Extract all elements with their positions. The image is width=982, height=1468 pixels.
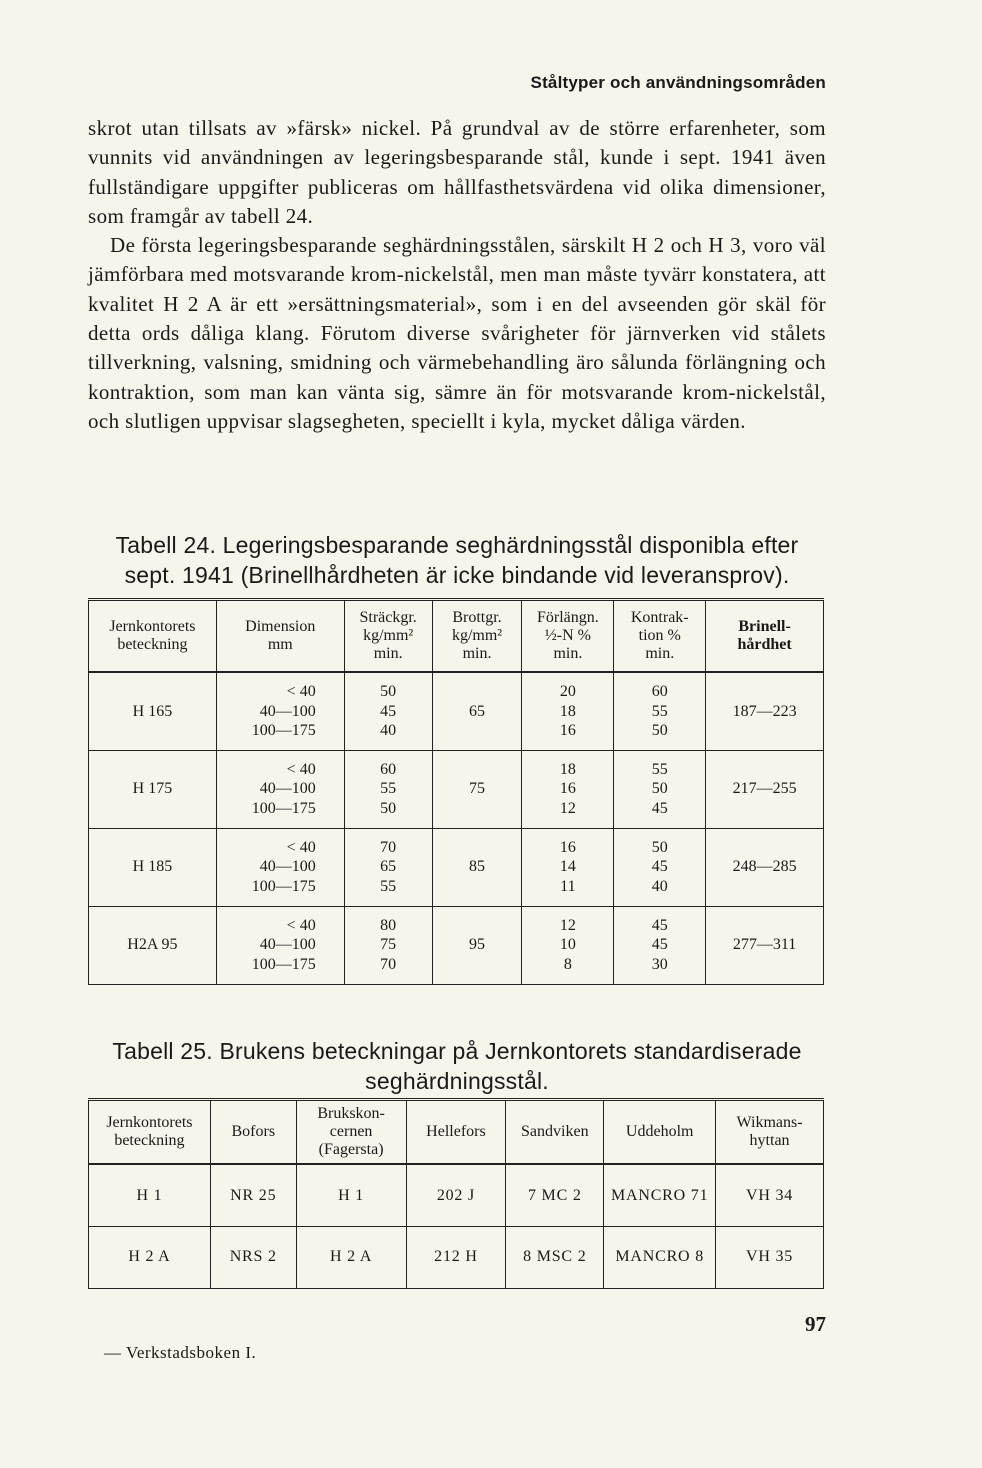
header-line: kg/mm² [451, 627, 503, 644]
dimension-line: < 40 [286, 916, 316, 934]
header-line: beteckning [117, 636, 188, 653]
header-line: Dimension [245, 618, 316, 635]
table-cell: VH 35 [716, 1226, 824, 1288]
contraction-line: 60 [651, 683, 668, 700]
table-24-header-cell [344, 600, 432, 673]
contraction-cell [614, 750, 706, 828]
table-25-header-cell [89, 1100, 211, 1165]
header-line: Förlängn. [536, 609, 599, 626]
brinell-cell: 277—311 [706, 906, 824, 984]
header-line: hyttan [749, 1132, 790, 1149]
table-cell: 7 MC 2 [506, 1164, 604, 1226]
elongation-line: 12 [559, 916, 576, 934]
table-cell: H 2 A [296, 1226, 406, 1288]
elongation-cell [522, 828, 614, 906]
table-cell: H 1 [296, 1164, 406, 1226]
dimension-cell [216, 672, 344, 750]
contraction-cell [614, 828, 706, 906]
table-25-header-cell [296, 1100, 406, 1165]
table-cell: NRS 2 [210, 1226, 296, 1288]
dimension-line: 40—100 [259, 702, 316, 720]
contraction-line: 50 [651, 780, 668, 798]
brinell-cell: 217—255 [706, 750, 824, 828]
elongation-line: 18 [559, 702, 576, 720]
header-line: Brinell- [738, 618, 791, 635]
table-24-header-cell [432, 600, 522, 673]
designation-cell: H 185 [89, 828, 217, 906]
table-cell: NR 25 [210, 1164, 296, 1226]
table-row [89, 1164, 824, 1226]
header-line: min. [553, 645, 583, 662]
table-cell: 202 J [406, 1164, 506, 1226]
header-line: Jernkontorets [106, 1114, 193, 1131]
yield-line: 50 [380, 683, 397, 700]
table-25-header-cell [604, 1100, 716, 1165]
table-25-caption: Tabell 25. Brukens beteckningar på Jernkontorets standardiserade seghärdningsstål. [112, 1038, 802, 1094]
dimension-line: 100—175 [251, 955, 316, 973]
yield-strength-cell [344, 906, 432, 984]
table-25-header-row [89, 1100, 824, 1165]
table-cell: MANCRO 71 [604, 1164, 716, 1226]
table-cell: MANCRO 8 [604, 1226, 716, 1288]
yield-line: 55 [380, 780, 397, 798]
table-row [89, 750, 824, 828]
dimension-line: < 40 [286, 760, 316, 778]
header-line: Brukskon- [317, 1105, 385, 1122]
designation-cell: H2A 95 [89, 906, 217, 984]
yield-line: 70 [380, 955, 397, 973]
table-24-header-cell [522, 600, 614, 673]
tensile-strength-cell: 95 [432, 906, 522, 984]
contraction-cell [614, 672, 706, 750]
contraction-line: 45 [651, 916, 668, 934]
table-25-header-cell [506, 1100, 604, 1165]
header-line: ½-N % [544, 627, 591, 644]
elongation-line: 16 [559, 780, 576, 798]
table-25-header-cell [210, 1100, 296, 1165]
dimension-line: 100—175 [251, 877, 316, 895]
elongation-cell [522, 672, 614, 750]
elongation-line: 16 [559, 838, 576, 856]
elongation-line: 14 [559, 858, 576, 876]
elongation-line: 10 [559, 936, 576, 954]
designation-cell: H 175 [89, 750, 217, 828]
header-line: (Fagersta) [318, 1141, 384, 1158]
tensile-strength-cell: 75 [432, 750, 522, 828]
elongation-cell [522, 750, 614, 828]
dimension-cell [216, 906, 344, 984]
header-line: Brottgr. [452, 609, 502, 626]
contraction-cell [614, 906, 706, 984]
header-line: hårdhet [737, 636, 792, 653]
dimension-line: 40—100 [259, 858, 316, 876]
table-row [89, 672, 824, 750]
yield-line: 60 [380, 760, 397, 778]
yield-line: 80 [380, 916, 397, 934]
header-line: Uddeholm [625, 1123, 694, 1140]
elongation-line: 20 [559, 683, 576, 700]
header-line: min. [645, 645, 675, 662]
header-line: kg/mm² [363, 627, 414, 644]
table-24-caption: Tabell 24. Legeringsbesparande seghärdningsstål disponibla efter sept. 1941 (Brinellhårdheten är icke bindande vid leveransprov). [115, 532, 799, 588]
dimension-cell [216, 828, 344, 906]
yield-strength-cell [344, 672, 432, 750]
contraction-line: 50 [651, 722, 668, 739]
contraction-line: 55 [651, 760, 668, 778]
elongation-line: 11 [560, 877, 576, 895]
paragraph-1: skrot utan tillsats av »färsk» nickel. På grundval av de större erfarenheter, som vunnits vid användningen av legeringsbesparande stål, kunde i sept. 1941 även fullständigare uppgifter publiceras om hållfasthetsvärdena vid olika dimensioner, som framgår av tabell 24. [88, 116, 826, 228]
dimension-line: < 40 [286, 838, 316, 856]
header-line: Sträckgr. [359, 609, 417, 626]
header-line: Hellefors [426, 1123, 486, 1140]
table-24-header-cell [614, 600, 706, 673]
table-25 [88, 1098, 824, 1289]
table-cell: 212 H [406, 1226, 506, 1288]
header-line: cernen [329, 1123, 373, 1140]
yield-line: 70 [380, 838, 397, 856]
table-25-header-cell [716, 1100, 824, 1165]
elongation-line: 12 [559, 799, 576, 817]
header-line: Wikmans- [736, 1114, 803, 1131]
table-row [89, 1226, 824, 1288]
dimension-line: 100—175 [251, 799, 316, 817]
header-line: min. [462, 645, 492, 662]
table-24 [88, 598, 824, 985]
table-cell: VH 34 [716, 1164, 824, 1226]
yield-line: 55 [380, 877, 397, 895]
elongation-cell [522, 906, 614, 984]
dimension-line: 100—175 [251, 722, 316, 739]
dimension-line: 40—100 [259, 936, 316, 954]
designation-cell: H 165 [89, 672, 217, 750]
yield-line: 50 [380, 799, 397, 817]
elongation-line: 8 [563, 955, 572, 973]
table-24-header-cell [706, 600, 824, 673]
dimension-line: < 40 [286, 683, 316, 700]
contraction-line: 55 [651, 702, 668, 720]
elongation-line: 16 [559, 722, 576, 739]
elongation-line: 18 [559, 760, 576, 778]
header-line: Bofors [231, 1123, 276, 1140]
contraction-line: 45 [651, 858, 668, 876]
dimension-cell [216, 750, 344, 828]
yield-line: 65 [380, 858, 397, 876]
header-line: tion % [638, 627, 681, 644]
header-line: mm [267, 636, 293, 653]
dimension-line: 40—100 [259, 780, 316, 798]
tensile-strength-cell: 85 [432, 828, 522, 906]
table-row [89, 828, 824, 906]
table-cell: 8 MSC 2 [506, 1226, 604, 1288]
contraction-line: 40 [651, 877, 668, 895]
table-24-header-cell [216, 600, 344, 673]
table-24-header-cell [89, 600, 217, 673]
table-cell: H 2 A [89, 1226, 211, 1288]
body-text [88, 114, 826, 436]
yield-line: 75 [380, 936, 397, 954]
table-row [89, 906, 824, 984]
paragraph-2: De första legeringsbesparande seghärdningsstålen, särskilt H 2 och H 3, voro väl jämförbara med motsvarande krom-nickelstål, men man måste tyvärr konstatera, att kvalitet H 2 A är ett »ersättningsmaterial», som i en del avseenden gör skäl för detta ords dåliga klang. Förutom diverse svårigheter för järnverken vid stålets tillverkning, valsning, smidning och värmebehandling äro sålunda förlängning och kontraktion, som man kan vänta sig, sämre än för motsvarande krom-nickelstål, och slutligen uppvisar slagsegheten, speciellt i kyla, mycket dåliga värden. [88, 233, 826, 433]
contraction-line: 45 [651, 799, 668, 817]
page-number: 97 [805, 1312, 826, 1336]
yield-line: 40 [380, 722, 397, 739]
yield-strength-cell [344, 828, 432, 906]
contraction-line: 30 [651, 955, 668, 973]
running-header: Ståltyper och användningsområden [530, 73, 826, 92]
table-24-body [89, 672, 824, 984]
table-cell: H 1 [89, 1164, 211, 1226]
header-line: min. [373, 645, 403, 662]
brinell-cell: 187—223 [706, 672, 824, 750]
table-25-header-cell [406, 1100, 506, 1165]
contraction-line: 50 [651, 838, 668, 856]
header-line: Sandviken [521, 1123, 589, 1140]
header-line: Kontrak- [630, 609, 689, 626]
yield-line: 45 [380, 702, 397, 720]
table-25-body [89, 1164, 824, 1288]
footer-text: — Verkstadsboken I. [104, 1343, 257, 1362]
yield-strength-cell [344, 750, 432, 828]
brinell-cell: 248—285 [706, 828, 824, 906]
contraction-line: 45 [651, 936, 668, 954]
table-24-header-row [89, 600, 824, 673]
tensile-strength-cell: 65 [432, 672, 522, 750]
header-line: beteckning [114, 1132, 185, 1149]
header-line: Jernkontorets [109, 618, 196, 635]
